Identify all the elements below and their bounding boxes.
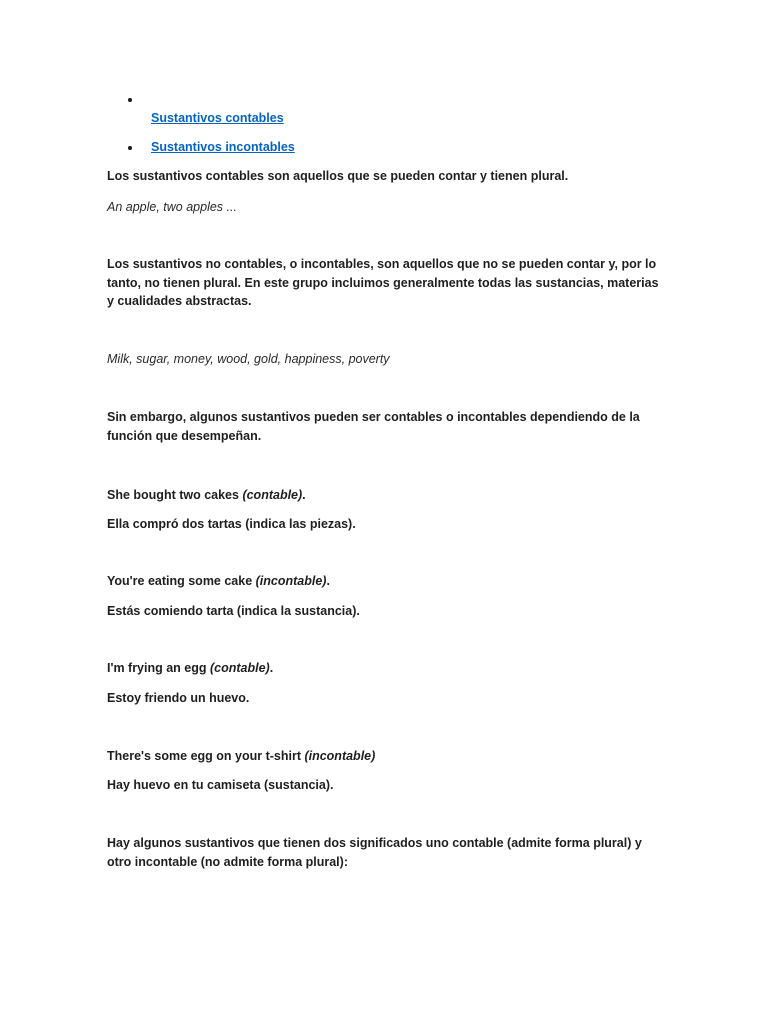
uncountable-definition: Los sustantivos no contables, o incontables, son aquellos que no se pueden contar y, por lo tanto, no tienen plural. En este grupo incluimos generalmente todas las sustancias, materias y cualidades abstractas. [107, 257, 659, 308]
two-meanings-paragraph: Hay algunos sustantivos que tienen dos significados uno contable (admite forma plural) y otro incontable (no admite forma plural): [107, 836, 642, 869]
sentence-end: . [326, 574, 330, 588]
however-paragraph: Sin embargo, algunos sustantivos pueden ser contables o incontables dependiendo de la función que desempeñan. [107, 410, 640, 443]
example-3-spanish: Estoy friendo un huevo. [107, 691, 250, 705]
link-sustantivos-contables[interactable]: Sustantivos contables [151, 111, 284, 125]
example-text: There's some egg on your t-shirt [107, 749, 305, 763]
topic-link-list [124, 88, 295, 156]
bullet-dot-icon [128, 146, 132, 150]
sentence-end: . [269, 661, 274, 675]
example-2-english [107, 572, 667, 591]
countable-definition: Los sustantivos contables son aquellos que se pueden contar y tienen plural. [107, 169, 569, 183]
example-text: I'm frying an egg [107, 661, 210, 675]
countable-example: An apple, two apples ... [107, 200, 237, 214]
countability-tag: (contable) [242, 488, 303, 502]
example-4-english [107, 747, 667, 766]
example-3-english [107, 659, 667, 678]
example-text: You're eating some cake [107, 574, 256, 588]
example-2-spanish: Estás comiendo tarta (indica la sustancia). [107, 604, 360, 618]
example-1-english [107, 486, 667, 505]
uncountable-example: Milk, sugar, money, wood, gold, happiness, poverty [107, 352, 390, 366]
link-sustantivos-incontables[interactable]: Sustantivos incontables [151, 140, 295, 154]
list-item-countable [124, 88, 295, 132]
example-4-spanish: Hay huevo en tu camiseta (sustancia). [107, 778, 334, 792]
countability-tag: (incontable) [304, 749, 376, 763]
sentence-end: . [302, 488, 306, 502]
countability-tag: (contable) [210, 661, 270, 675]
countability-tag: (incontable) [255, 574, 327, 588]
example-1-spanish: Ella compró dos tartas (indica las piezas). [107, 517, 356, 531]
bullet-dot-icon [128, 98, 132, 102]
list-item-uncountable [124, 139, 295, 156]
example-text: She bought two cakes [107, 488, 243, 502]
